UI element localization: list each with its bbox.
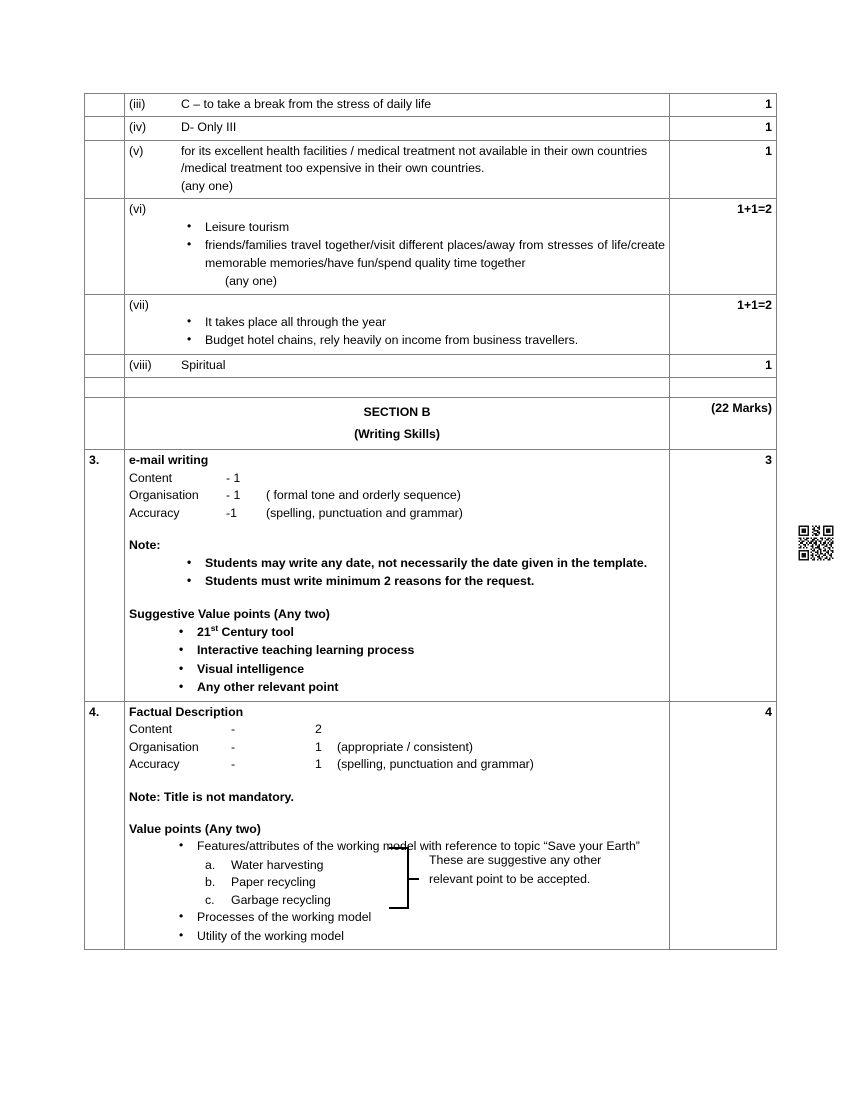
q4-heading: Factual Description [129,704,244,719]
criteria-name: Accuracy [129,757,180,772]
roman-label: (viii) [129,357,152,372]
question-number-cell [85,398,125,450]
sub-item-letter: b. [205,875,216,890]
criteria-name: Organisation [129,739,199,754]
value-points-heading: Value points (Any two) [129,821,261,836]
sub-item-text: Water harvesting [231,857,324,872]
sub-item-text: Paper recycling [231,875,316,890]
criteria-value: 1 [315,757,322,772]
table-row-q3 [85,450,777,701]
criteria-dash: - [231,757,236,772]
answer-text: Spiritual [181,357,226,372]
list-item: • Students must write minimum 2 reasons for the request. [187,573,665,590]
sub-item-text: Garbage recycling [231,892,331,907]
criteria-row [129,505,665,522]
section-b-row [85,398,777,450]
criteria-note: (appropriate / consistent) [337,739,474,754]
question-number-cell [85,378,125,398]
ordinal-suffix: st [210,622,219,633]
criteria-row [129,721,665,738]
answer-cell [125,117,670,140]
criteria-name: Organisation [129,488,199,503]
list-item [205,892,665,909]
table-row-spacer [85,378,777,398]
list-item: • Utility of the working model [179,928,665,945]
answer-text-any-one: (any one) [225,274,277,289]
marks-cell [670,378,777,398]
section-title: SECTION B [363,405,431,420]
list-item: • Budget hotel chains, rely heavily on income from business travellers. [187,332,665,349]
marks-cell: 1+1=2 [670,294,777,354]
table-row [85,117,777,140]
table-row [85,294,777,354]
criteria-dash: - [231,739,236,754]
marks-cell: 3 [670,450,777,701]
answer-cell [125,294,670,354]
roman-label: (vi) [129,202,147,217]
answer-cell [125,701,670,949]
spacer [129,522,665,537]
criteria-note: ( formal tone and orderly sequence) [266,488,461,503]
list-item: • Students may write any date, not necessarily the date given in the template. [187,555,665,572]
answer-text: C – to take a break from the stress of daily life [181,97,432,111]
answer-cell [125,140,670,198]
list-item: • Interactive teaching learning process [179,642,665,659]
note-bullet-list [129,555,665,591]
list-item: • friends/families travel together/visit different places/away from stresses of life/create memorable memories/have fun/spend quality time together [187,237,665,272]
question-number-cell [85,140,125,198]
answer-cell [125,199,670,294]
criteria-note: (spelling, punctuation and grammar) [337,757,534,772]
spacer [129,774,665,789]
criteria-row [129,470,665,487]
value-point-text: Century tool [218,624,294,639]
answer-text-any-one: (any one) [181,178,233,193]
sub-item-letter: c. [205,892,215,907]
list-item: • Leisure tourism [187,219,665,236]
spacer [129,806,665,821]
marks-cell: 1 [670,140,777,198]
criteria-name: Accuracy [129,505,180,520]
table-row [85,140,777,198]
roman-label: (v) [129,143,144,158]
value-points-list [129,624,665,697]
value-point-number: 21 [197,624,211,639]
table-row [85,94,777,117]
brace-note-line: These are suggestive any other [429,853,602,868]
marks-cell: 1 [670,354,777,377]
roman-label: (iii) [129,97,146,111]
criteria-value: - 1 [226,488,241,503]
criteria-note: (spelling, punctuation and grammar) [266,505,463,520]
spacer [129,591,665,606]
list-item: • It takes place all through the year [187,314,665,331]
section-header-cell [125,398,670,450]
brace-note-line: relevant point to be accepted. [429,871,591,886]
answer-cell [125,354,670,377]
q3-heading: e-mail writing [129,453,209,468]
table-row [85,199,777,294]
question-number-cell [85,199,125,294]
criteria-value: 2 [315,722,322,737]
answer-cell [125,450,670,701]
roman-label: (iv) [129,120,147,135]
question-number-cell [85,117,125,140]
table-row [85,354,777,377]
question-number-cell [85,354,125,377]
section-subtitle: (Writing Skills) [354,426,440,441]
roman-label: (vii) [129,297,149,312]
tail-bullet-list [129,909,665,945]
qr-code-image [797,524,835,562]
marks-cell: 1+1=2 [670,199,777,294]
section-marks-cell: (22 Marks) [670,398,777,450]
list-item: • Processes of the working model [179,909,665,926]
answer-bullet-list [129,219,665,272]
value-points-heading: Suggestive Value points (Any two) [129,607,330,622]
criteria-name: Content [129,470,173,485]
answer-cell [125,94,670,117]
list-item: • Features/attributes of the working model with reference to topic “Save your Earth” [179,838,665,855]
marks-cell: 1 [670,117,777,140]
criteria-name: Content [129,722,173,737]
criteria-value: - 1 [226,470,241,485]
question-number-cell: 4. [85,701,125,949]
criteria-row [129,739,665,756]
criteria-row [129,487,665,504]
list-item: • Any other relevant point [179,679,665,696]
note-text: Note: Title is not mandatory. [129,789,294,804]
brace-note [429,851,659,888]
question-number-cell [85,294,125,354]
sub-item-letter: a. [205,857,216,872]
answer-cell [125,378,670,398]
marks-cell: 4 [670,701,777,949]
criteria-row [129,756,665,773]
answer-text: D- Only III [181,120,237,135]
qr-code [797,524,835,562]
curly-brace-icon [389,847,409,909]
question-number-cell [85,94,125,117]
criteria-dash: - [231,722,236,737]
marks-cell: 1 [670,94,777,117]
list-item: • Visual intelligence [179,661,665,678]
criteria-value: -1 [226,505,237,520]
question-number-cell: 3. [85,450,125,701]
marking-scheme-table [84,93,777,950]
table-row-q4 [85,701,777,949]
answer-text: for its excellent health facilities / medical treatment not available in their own countries /medical treatment too expensive in their own countries. [181,143,648,176]
criteria-value: 1 [315,739,322,754]
list-item [179,624,665,641]
note-heading: Note: [129,538,161,553]
answer-bullet-list [129,314,665,350]
